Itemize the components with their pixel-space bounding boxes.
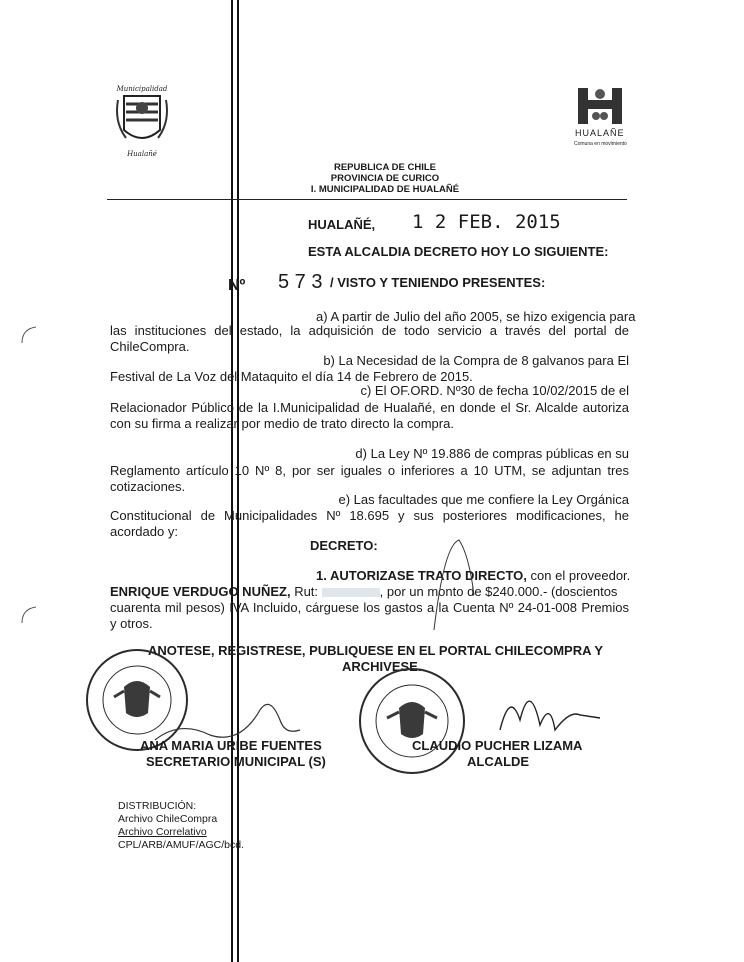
h-letter-icon [572, 86, 628, 126]
right-logo-tagline: Comuna en movimiento [574, 141, 627, 147]
decree-number-prefix: Nº [228, 277, 246, 294]
left-signature-scribble [150, 690, 310, 750]
right-signature-scribble [490, 670, 630, 750]
provider-amount: , por un monto de $240.000.- (doscientos [379, 584, 618, 599]
right-signer-name: CLAUDIO PUCHER LIZAMA [412, 738, 583, 753]
rut-redaction [322, 588, 380, 597]
place: HUALAÑÉ, [308, 217, 376, 232]
item1-rest: cuarenta mil pesos) IVA Incluido, cárguese los gastos a la Cuenta Nº 24-01-008 Premios y otros. [110, 600, 629, 631]
header-rule [107, 199, 627, 200]
para-d-rest: Reglamento artículo 10 Nº 8, por ser iguales o inferiores a 10 UTM, se adjuntan tres cotizaciones. [110, 463, 629, 494]
distribution-block [118, 800, 244, 852]
distribution-title: DISTRIBUCIÓN: [118, 800, 197, 812]
svg-text:Hualañé: Hualañé [127, 150, 157, 158]
decreto-title: DECRETO: [310, 538, 378, 553]
date-stamp: 1 2 FEB. 2015 [412, 211, 561, 233]
para-b-rest: Festival de La Voz del Mataquito el día 14 de Febrero de 2015. [110, 369, 473, 384]
item1-provider-line [110, 584, 617, 599]
distribution-item: CPL/ARB/AMUF/AGC/bcd. [118, 839, 245, 851]
para-e-first: e) Las facultades que me confiere la Ley Orgánica [338, 492, 629, 507]
hand-arc-mark [424, 535, 484, 635]
left-signer-name: ANA MARIA URIBE FUENTES [140, 738, 322, 753]
provider-name: ENRIQUE VERDUGO NUÑEZ, [110, 584, 291, 599]
mayor-seal [357, 666, 467, 776]
gov-header [290, 162, 480, 195]
right-logo-name: HUALAÑE [575, 128, 625, 138]
closing-line-1: ANOTESE, REGISTRESE, PUBLIQUESE EN EL PORTAL CHILECOMPRA Y [148, 643, 604, 658]
right-signer-title: ALCALDE [467, 754, 530, 769]
gov-line-1: REPUBLICA DE CHILE [333, 162, 437, 173]
para-b-first: b) La Necesidad de la Compra de 8 galvanos para El [323, 353, 629, 368]
decree-number: 5 7 3 [278, 271, 323, 293]
gov-line-2: PROVINCIA DE CURICO [330, 173, 440, 184]
item1-tail: con el proveedor. [526, 568, 631, 583]
closing-line-2: ARCHIVESE. [342, 659, 422, 674]
para-d-first: d) La Ley Nº 19.886 de compras públicas en su [355, 446, 629, 461]
punch-hole-mark [18, 605, 38, 625]
visto-heading: / VISTO Y TENIENDO PRESENTES: [330, 275, 546, 290]
para-e-rest: Constitucional de Municipalidades Nº 18.695 y sus posteriores modificaciones, he acordado y: [110, 508, 629, 539]
provider-rut-label: Rut: [290, 584, 322, 599]
gov-line-3: I. MUNICIPALIDAD DE HUALAÑÉ [310, 184, 460, 195]
punch-hole-mark [18, 325, 38, 345]
distribution-item: Archivo Correlativo [118, 826, 207, 838]
item1-lead: 1. AUTORIZASE TRATO DIRECTO, [316, 568, 527, 583]
distribution-item: Archivo ChileCompra [118, 813, 218, 825]
left-signer-title: SECRETARIO MUNICIPAL (S) [146, 754, 326, 769]
municipality-crest-logo [112, 82, 172, 160]
para-a-first: a) A partir de Julio del año 2005, se hizo exigencia para [316, 309, 636, 324]
para-a-rest: las instituciones del estado, la adquisición de todo servicio a través del portal de ChileCompra. [110, 323, 629, 354]
crest-icon [112, 82, 172, 160]
para-c-rest: Relacionador Público de la I.Municipalidad de Hualañé, en donde el Sr. Alcalde autoriza con su firma a realizar por medio de trato directo la compra. [110, 400, 629, 431]
svg-text:Municipalidad: Municipalidad [116, 85, 168, 93]
seal-stamp-icon [357, 666, 467, 776]
para-c-first: c) El OF.ORD. Nº30 de fecha 10/02/2015 de el [360, 383, 629, 398]
decree-intro: ESTA ALCALDIA DECRETO HOY LO SIGUIENTE: [308, 244, 609, 259]
